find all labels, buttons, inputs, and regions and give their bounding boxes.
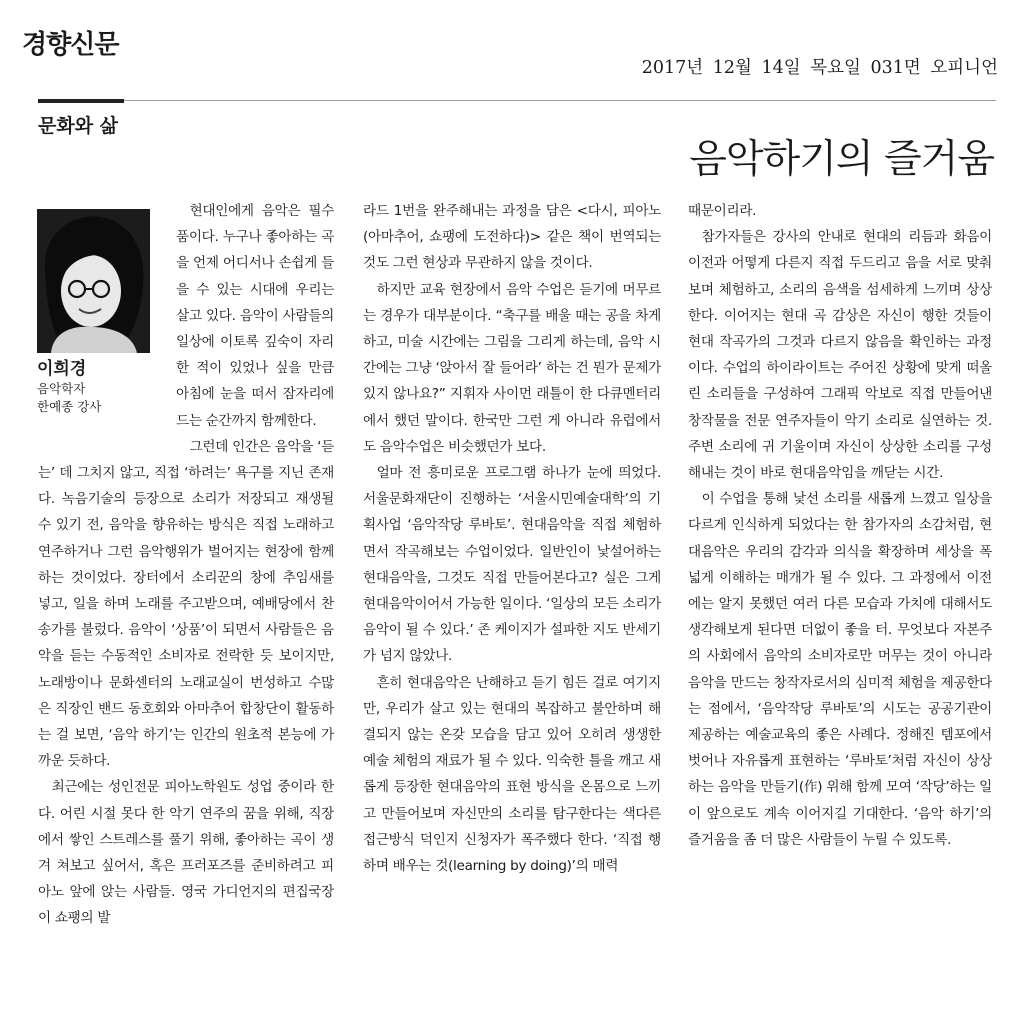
article-paragraph: 얼마 전 흥미로운 프로그램 하나가 눈에 띄었다. 서울문화재단이 진행하는 ‘서울시민예술대학’의 기획사업 ‘음악작당 루바토’. 현대음악을 직접 체험하면서 작곡해보는 수업이었다. 일반인이 낯설어하는 현대음악을, 그것도 직접 만들어본다고? 실은 그게 현대음악이어서 가능한 일이다. ‘일상의 모든 소리가 음악이 될 수 있다.’ 존 케이지가 설파한 지도 반세기가 넘지 않았나. — [363, 465, 661, 665]
author-role: 음악학자 — [37, 381, 86, 396]
author-name: 이희경 — [37, 359, 87, 379]
article-column-3 — [688, 198, 992, 853]
author-affiliation: 한예종 강사 — [37, 399, 102, 414]
article-paragraph: 때문이리라. — [688, 203, 757, 219]
article-paragraph: 흔히 현대음악은 난해하고 듣기 힘든 걸로 여기지만, 우리가 살고 있는 현대의 복잡하고 불안하며 해결되지 않는 온갖 모습을 담고 있어 오히려 생생한 예술 체험의 재료가 될 수 있다. 익숙한 틀을 깨고 새롭게 등장한 현대음악의 표현 방식을 온몸으로 느끼고 만들어보며 자신만의 소리를 탐구한다는 색다른 접근방식 덕인지 신청자가 폭주했다 한다. ‘직접 행하며 배우는 것(learning by doing)’의 매력 — [363, 674, 661, 875]
article-paragraph: 하지만 교육 현장에서 음악 수업은 듣기에 머무르는 경우가 대부분이다. “축구를 배울 때는 공을 차게 하고, 미술 시간에는 그림을 그리게 하는데, 음악 시간에는 그냥 ‘앉아서 잘 들어라’ 하는 건 뭔가 문제가 있지 않나요?” 지휘자 사이먼 래틀이 한 다큐멘터리에서 했던 말이다. 한국만 그런 게 아니라 유럽에서도 음악수업은 비슷했던가 보다. — [363, 281, 661, 455]
newspaper-masthead: 경향신문 — [22, 30, 119, 60]
article-paragraph: 그런데 인간은 음악을 ‘듣는’ 데 그치지 않고, 직접 ‘하려는’ 욕구를 지닌 존재다. 녹음기술의 등장으로 소리가 저장되고 재생될 수 있기 전, 음악을 향유하는 방식은 직접 노래하고 연주하거나 그런 음악행위가 벌어지는 현장에 함께하는 것이었다. 장터에서 소리꾼의 창에 추임새를 넣고, 일을 하며 노래를 주고받으며, 예배당에서 찬송가를 불렀다. 음악이 ‘상품’이 되면서 사람들은 음악을 듣는 수동적인 소비자로 전락한 듯 보이지만, 노래방이나 문화센터의 노래교실이 번성하고 수많은 직장인 밴드 동호회와 아마추어 합창단이 활동하는 걸 보면, ‘음악 하기’는 인간의 원초적 본능에 가까운 듯하다. — [38, 438, 334, 770]
publication-dateline: 2017년 12월 14일 목요일 031면 오피니언 — [641, 58, 998, 78]
article-paragraph: 최근에는 성인전문 피아노학원도 성업 중이라 한다. 어린 시절 못다 한 악기 연주의 꿈을 위해, 직장에서 쌓인 스트레스를 풀기 위해, 좋아하는 곡이 생겨 쳐보고 싶어서, 혹은 프러포즈를 준비하려고 피아노 앞에 앉는 사람들. 영국 가디언지의 편집국장이 쇼팽의 발 — [38, 779, 334, 927]
article-paragraph: 라드 1번을 완주해내는 과정을 담은 <다시, 피아노(아마추어, 쇼팽에 도전하다)> 같은 책이 번역되는 것도 그런 현상과 무관하지 않을 것이다. — [363, 203, 661, 272]
article-column-2 — [363, 198, 661, 879]
header-divider — [38, 100, 996, 101]
article-paragraph: 이 수업을 통해 낯선 소리를 새롭게 느꼈고 일상을 다르게 인식하게 되었다는 한 참가자의 소감처럼, 현대음악은 우리의 감각과 의식을 확장하며 세상을 폭넓게 이해하는 매개가 될 수 있다. 그 과정에서 이전에는 알지 못했던 여러 다른 모습과 가치에 대해서도 생각해보게 된다면 더없이 좋을 터. 무엇보다 자본주의 사회에서 음악의 소비자로만 머무는 것이 아니라 음악을 만드는 창작자로서의 심미적 체험을 제공한다는 점에서, ‘음악작당 루바토’의 시도는 공공기관이 제공하는 예술교육의 좋은 사례다. 정해진 템포에서 벗어나 자유롭게 표현하는 ‘루바토’처럼 자신이 상상하는 음악을 만들기(作) 위해 함께 모여 ‘작당’하는 일이 앞으로도 계속 이어지길 기대한다. ‘음악 하기’의 즐거움을 좀 더 많은 사람들이 누릴 수 있도록. — [688, 491, 992, 848]
article-headline: 음악하기의 즐거움 — [689, 137, 994, 182]
section-marker-bar — [38, 99, 124, 103]
portrait-wrap-space — [38, 198, 176, 442]
section-title: 문화와 삶 — [38, 115, 119, 137]
article-paragraph: 현대인에게 음악은 필수품이다. 누구나 좋아하는 곡을 언제 어디서나 손쉽게 들을 수 있는 시대에 우리는 살고 있다. 음악이 사람들의 일상에 이토록 깊숙이 자리한 적이 있었나 싶을 만큼 아침에 눈을 떠서 잠자리에 드는 순간까지 함께한다. — [176, 203, 334, 429]
article-column-1 — [38, 198, 334, 932]
article-paragraph: 참가자들은 강사의 안내로 현대의 리듬과 화음이 이전과 어떻게 다른지 직접 두드리고 음을 서로 맞춰보며 체험하고, 소리의 음색을 섬세하게 느끼며 상상한다. 이어지는 현대 곡 감상은 자신이 행한 것들이 현대 작곡가의 그것과 다르지 않음을 확인하는 과정이다. 수업의 하이라이트는 주어진 상황에 맞게 떠올린 소리들을 구성하여 그래픽 악보로 직접 만들어낸 창작물을 전문 연주자들이 악기 소리로 실연하는 것. 주변 소리에 귀 기울이며 자신이 상상한 소리를 구성해내는 것이 바로 현대음악임을 깨닫는 시간. — [688, 229, 992, 482]
